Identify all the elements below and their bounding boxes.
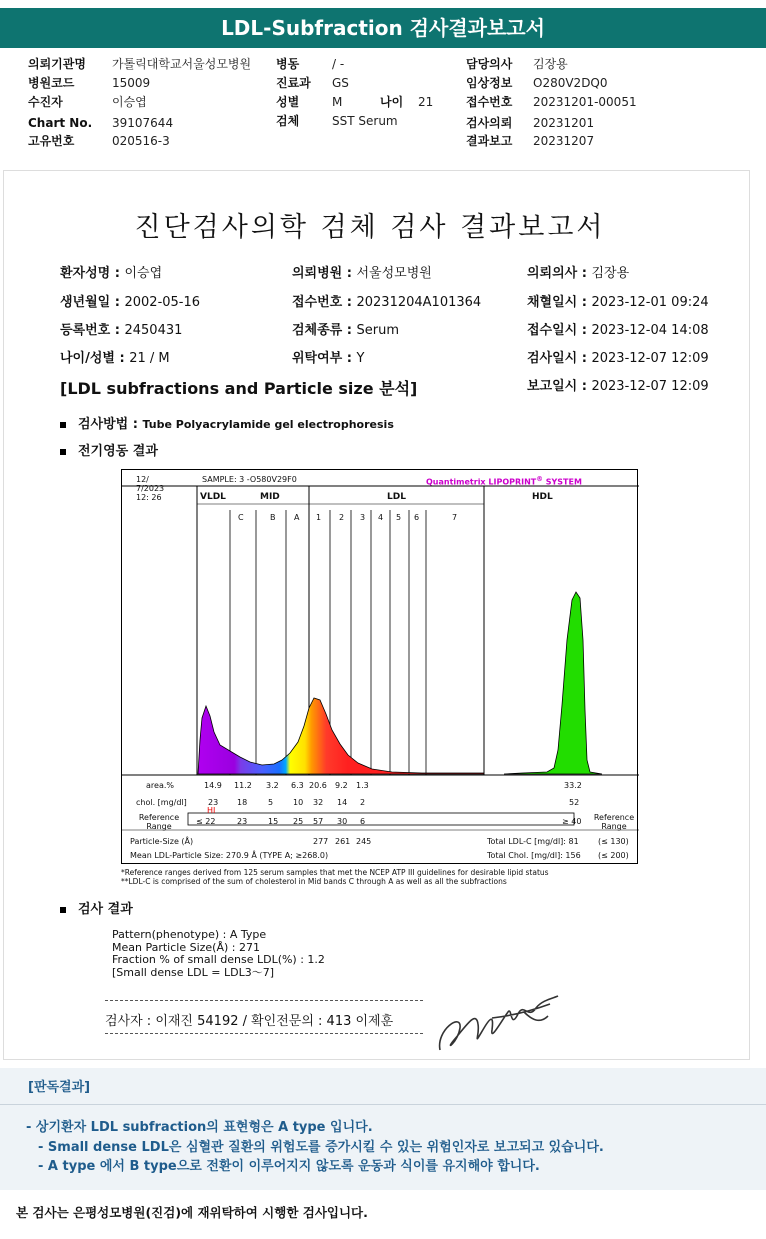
ref-value: 6 xyxy=(360,817,366,826)
ps-value: 245 xyxy=(356,837,372,846)
divider xyxy=(0,1104,766,1105)
conclusion-line: - A type 에서 B type으로 전환이 이루어지지 않도록 운동과 식이를 유지해야 합니다. xyxy=(38,1159,540,1174)
electro-heading: 전기영동 결과 xyxy=(60,440,158,459)
total-ldl: Total LDL-C [mg/dl]: 81 xyxy=(487,837,579,846)
hdr-value: M xyxy=(332,95,343,109)
group-label-ldl: LDL xyxy=(387,492,406,502)
signature-line: 검사자 : 이재진 54192 / 확인전문의 : 413 이제훈 xyxy=(105,1014,394,1029)
hdr-value: 20231207 xyxy=(533,134,595,148)
handwritten-signature xyxy=(432,990,562,1060)
report-title: 진단검사의학 검체 검사 결과보고서 xyxy=(134,212,606,243)
hdr-value: O280V2DQ0 xyxy=(533,76,608,90)
hdr-label: 검체 xyxy=(276,114,300,128)
lipoprint-curve xyxy=(198,698,484,774)
total-chol-ref: (≤ 200) xyxy=(598,851,629,860)
hdr-value: 020516-3 xyxy=(112,134,170,148)
result-heading: 검사 결과 xyxy=(60,898,133,917)
bullet-icon xyxy=(60,449,66,455)
area-value: 9.2 xyxy=(335,781,348,790)
total-chol: Total Chol. [mg/dl]: 156 xyxy=(487,851,581,860)
chart-svg xyxy=(122,470,639,865)
band-label: 7 xyxy=(452,513,458,522)
band-label: C xyxy=(238,513,244,522)
band-label: B xyxy=(270,513,276,522)
hdr-value: / - xyxy=(332,57,345,71)
chart-sample: SAMPLE: 3 -O580V29F0 xyxy=(202,475,297,484)
info-item: 검체종류 : Serum xyxy=(292,323,399,338)
conclusion-line: - Small dense LDL은 심혈관 질환의 위험도를 증가시킬 수 있는 위험인자로 보고되고 있습니다. xyxy=(38,1140,604,1155)
footnote: **LDL-C is comprised of the sum of cholesterol in Mid bands C through A as well as all the subfractions xyxy=(121,877,507,886)
result-line: Pattern(phenotype) : A Type xyxy=(112,928,267,941)
hdr-label: 검사의뢰 xyxy=(466,116,513,130)
ref-value: ≥ 40 xyxy=(562,817,582,826)
hdr-label: 고유번호 xyxy=(28,134,75,148)
bullet-icon xyxy=(60,422,66,428)
hdr-label: 담당의사 xyxy=(466,57,513,71)
hdr-value: 15009 xyxy=(112,76,151,90)
info-item: 채혈일시 : 2023-12-01 09:24 xyxy=(527,295,709,310)
band-label: 2 xyxy=(339,513,345,522)
info-item: 생년월일 : 2002-05-16 xyxy=(60,295,201,310)
result-line: Fraction % of small dense LDL(%) : 1.2 xyxy=(112,953,325,966)
hdr-label: 병원코드 xyxy=(28,76,75,90)
chol-value: 10 xyxy=(293,798,304,807)
band-label: 4 xyxy=(378,513,384,522)
hdl-peak xyxy=(504,592,602,774)
hdr-value: 21 xyxy=(418,95,434,109)
hdr-label: 의뢰기관명 xyxy=(28,57,86,71)
chol-value: 18 xyxy=(237,798,248,807)
info-item: 나이/성별 : 21 / M xyxy=(60,351,170,366)
info-item: 등록번호 : 2450431 xyxy=(60,323,183,338)
info-item: 의뢰병원 : 서울성모병원 xyxy=(292,266,432,281)
area-value: 20.6 xyxy=(309,781,327,790)
method-line: 검사방법 : Tube Polyacrylamide gel electrophoresis xyxy=(60,413,394,432)
hdr-value: SST Serum xyxy=(332,114,398,128)
info-item: 접수일시 : 2023-12-04 14:08 xyxy=(527,323,709,338)
group-label-mid: MID xyxy=(260,492,280,502)
hdr-value: 20231201-00051 xyxy=(533,95,637,109)
chol-label: chol. [mg/dl] xyxy=(136,798,187,807)
ps-value: 277 xyxy=(313,837,329,846)
band-label: 1 xyxy=(316,513,322,522)
ref-value: 15 xyxy=(268,817,279,826)
reference-label: Reference Range xyxy=(138,813,180,831)
area-value: 6.3 xyxy=(291,781,304,790)
area-value: 33.2 xyxy=(564,781,582,790)
hdr-value: 39107644 xyxy=(112,116,174,130)
footer-note: 본 검사는 은평성모병원(진검)에 재위탁하여 시행한 검사입니다. xyxy=(16,1205,368,1220)
hdr-value: 20231201 xyxy=(533,116,595,130)
result-block xyxy=(112,929,325,979)
hdr-label: 성별 xyxy=(276,95,300,109)
divider xyxy=(105,1000,423,1001)
info-item: 보고일시 : 2023-12-07 12:09 xyxy=(527,379,709,394)
group-label-hdl: HDL xyxy=(532,492,553,502)
band-label: 3 xyxy=(360,513,366,522)
conclusion-title: [판독결과] xyxy=(28,1080,91,1095)
ref-value: 25 xyxy=(293,817,304,826)
group-label-vldl: VLDL xyxy=(200,492,226,502)
reference-right-label: Reference Range xyxy=(593,813,635,831)
conclusion-panel xyxy=(0,1068,766,1190)
hdr-label: 나이 xyxy=(380,95,404,109)
mean-particle-size: Mean LDL-Particle Size: 270.9 Å (TYPE A; ≥268.0) xyxy=(130,851,329,860)
info-item: 접수번호 : 20231204A101364 xyxy=(292,295,482,310)
conclusion-line: - 상기환자 LDL subfraction의 표현형은 A type 입니다. xyxy=(26,1120,373,1135)
ps-value: 261 xyxy=(335,837,351,846)
hdr-value: 가톨릭대학교서울성모병원 xyxy=(112,57,252,71)
lipoprint-chart xyxy=(121,469,638,864)
total-ldl-ref: (≤ 130) xyxy=(598,837,629,846)
hdr-label: 수진자 xyxy=(28,95,63,109)
footnote: *Reference ranges derived from 125 serum samples that met the NCEP ATP III guidelines for desirable lipid status xyxy=(121,868,549,877)
hdr-label: Chart No. xyxy=(28,116,93,130)
result-line: Mean Particle Size(Å) : 271 xyxy=(112,940,260,954)
chart-timestamp: 12/ 7/2023 12: 26 xyxy=(136,475,165,502)
area-value: 3.2 xyxy=(266,781,279,790)
hdr-value: 이승엽 xyxy=(112,95,147,109)
info-item: 검사일시 : 2023-12-07 12:09 xyxy=(527,351,709,366)
ref-value: 57 xyxy=(313,817,324,826)
hdr-label: 임상정보 xyxy=(466,76,513,90)
hdr-label: 접수번호 xyxy=(466,95,513,109)
bullet-icon xyxy=(60,907,66,913)
hdr-label: 결과보고 xyxy=(466,134,513,148)
hdr-value: 김장용 xyxy=(533,57,568,71)
band-label: 5 xyxy=(396,513,402,522)
chol-value: 2 xyxy=(360,798,366,807)
area-value: 11.2 xyxy=(234,781,252,790)
ref-value: 30 xyxy=(337,817,348,826)
hi-flag: HI xyxy=(207,806,216,815)
area-value: 1.3 xyxy=(356,781,369,790)
hdr-value: GS xyxy=(332,76,349,90)
result-line: [Small dense LDL = LDL3～7] xyxy=(112,965,275,979)
chol-value: 14 xyxy=(337,798,348,807)
chol-value: 52 xyxy=(569,798,580,807)
band-label: A xyxy=(294,513,300,522)
hdr-label: 병동 xyxy=(276,57,300,71)
chart-brand: Quantimetrix LIPOPRINT® SYSTEM xyxy=(426,475,582,487)
chart-footnotes xyxy=(121,868,549,886)
info-item: 환자성명 : 이승엽 xyxy=(60,266,163,281)
area-label: area.% xyxy=(146,781,174,790)
info-item: 의뢰의사 : 김장용 xyxy=(527,266,630,281)
ref-value: 23 xyxy=(237,817,248,826)
chol-value: 5 xyxy=(268,798,274,807)
divider xyxy=(105,1033,423,1034)
report-banner: LDL-Subfraction 검사결과보고서 xyxy=(0,8,766,48)
chol-value: 32 xyxy=(313,798,324,807)
hdr-label: 진료과 xyxy=(276,76,311,90)
particle-size-label: Particle-Size (Å) xyxy=(130,837,194,846)
ref-value: ≤ 22 xyxy=(196,817,216,826)
area-value: 14.9 xyxy=(204,781,222,790)
chol-value: 23 xyxy=(208,798,219,807)
info-item: 위탁여부 : Y xyxy=(292,351,365,366)
analysis-subtitle: [LDL subfractions and Particle size 분석] xyxy=(60,379,418,398)
band-label: 6 xyxy=(414,513,420,522)
